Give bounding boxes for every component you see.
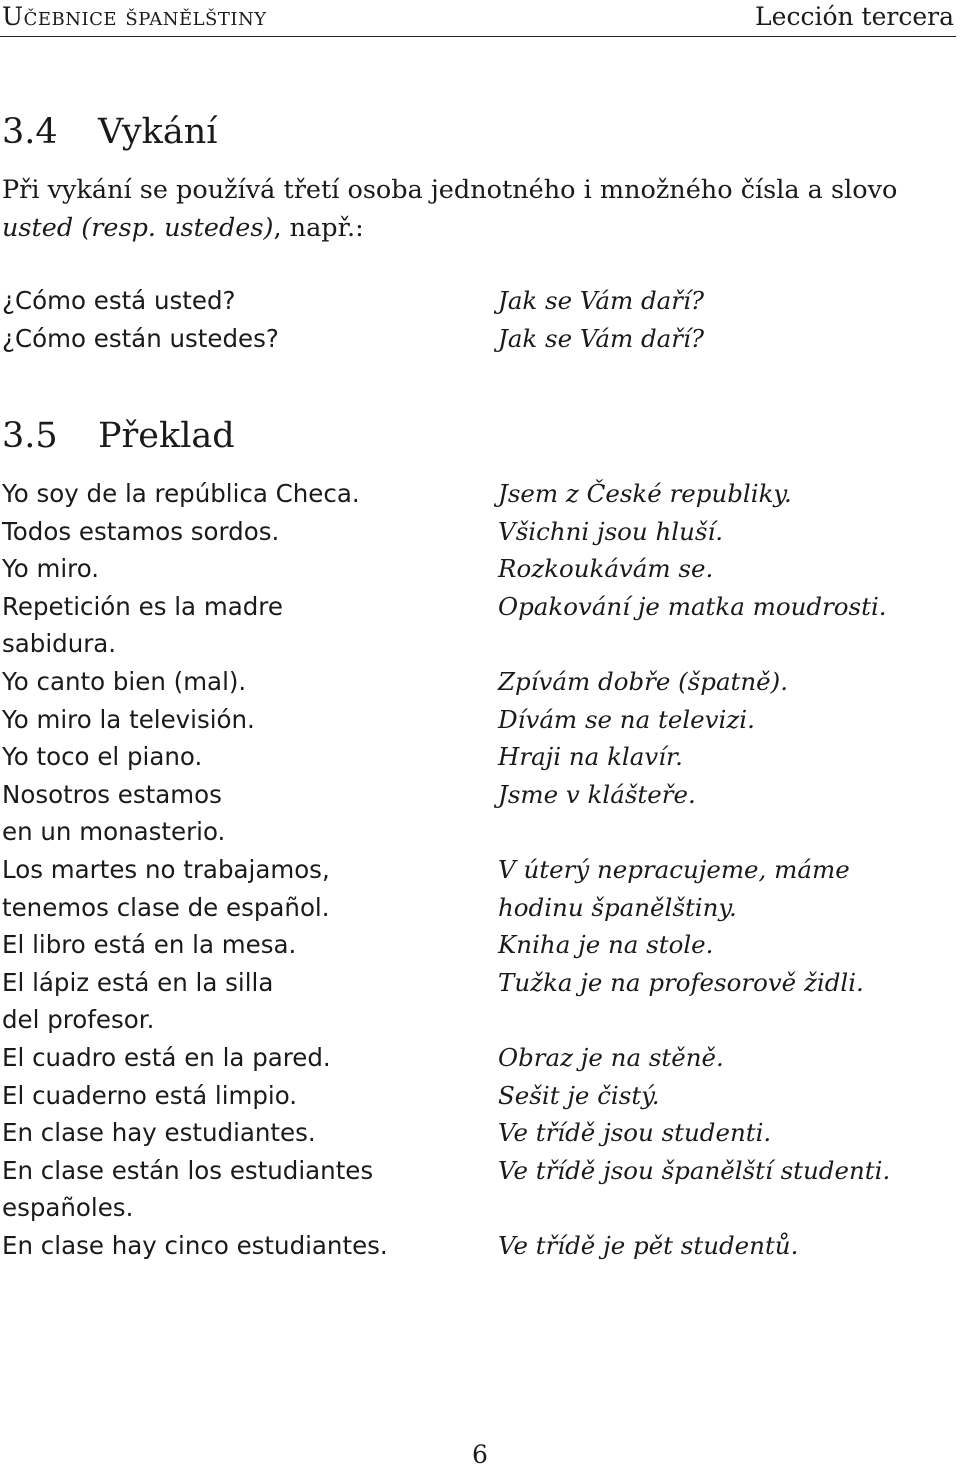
page-number: 6 [472,1440,488,1469]
translation-row [0,1152,960,1190]
spanish-sentence: Los martes no trabajamos, [2,855,330,884]
example-spanish: ¿Cómo está usted? [2,286,236,315]
intro-text-part2: , např.: [273,212,364,243]
czech-translation: Rozkoukávám se. [498,554,714,584]
translation-row [0,663,960,701]
translation-row [0,701,960,739]
spanish-sentence: El cuadro está en la pared. [2,1043,331,1072]
translation-row [0,475,960,513]
spanish-sentence: Yo soy de la república Checa. [2,479,360,508]
header-book-title: Učebnice španělštiny [2,2,267,31]
intro-text-part1: Při vykání se používá třetí osoba jednotného i množného čísla a slovo [2,175,898,205]
running-header [0,0,956,37]
translation-row [0,513,960,551]
czech-translation: Hraji na klavír. [498,742,683,772]
spanish-sentence: españoles. [2,1193,134,1223]
translation-row [0,588,960,626]
czech-translation: Tužka je na profesorově židli. [498,967,864,997]
czech-translation: Ve třídě jsou studenti. [498,1118,772,1148]
header-chapter-title: Lección tercera [755,2,954,31]
spanish-sentence: sabidura. [2,629,117,659]
czech-translation: Opakování je matka moudrosti. [498,591,887,621]
translation-row [0,625,960,663]
czech-translation: Ve třídě je pět studentů. [498,1231,799,1260]
czech-translation: Kniha je na stole. [498,930,714,960]
translation-row [0,738,960,776]
spanish-sentence: En clase están los estudiantes [2,1155,374,1185]
example-row [0,282,960,320]
czech-translation: Sešit je čistý. [498,1080,660,1110]
czech-translation: hodinu španělštiny. [498,892,737,922]
translation-row [0,964,960,1002]
spanish-sentence: Nosotros estamos [2,779,222,809]
example-spanish: ¿Cómo están ustedes? [2,324,279,353]
translation-row [0,1227,960,1265]
czech-translation: Všichni jsou hluší. [498,516,724,546]
spanish-sentence: tenemos clase de español. [2,892,330,922]
spanish-sentence: Yo canto bien (mal). [2,667,247,696]
translation-row [0,926,960,964]
czech-translation: V úterý nepracujeme, máme [498,855,850,884]
intro-paragraph [2,172,952,247]
example-czech: Jak se Vám daří? [498,286,704,315]
section-title: Překlad [98,416,235,456]
czech-translation: Ve třídě jsou španělští studenti. [498,1155,891,1185]
spanish-sentence: Todos estamos sordos. [2,516,280,546]
example-row [0,320,960,358]
spanish-sentence: Yo toco el piano. [2,742,203,772]
section-heading-3-4 [2,112,217,152]
translation-row [0,1039,960,1077]
translation-row [0,550,960,588]
czech-translation: Zpívám dobře (špatně). [498,667,789,696]
translation-row [0,1077,960,1115]
translation-row [0,776,960,814]
spanish-sentence: en un monasterio. [2,817,226,847]
section-heading-3-5 [2,416,235,456]
intro-text-italic: usted (resp. ustedes) [2,212,274,243]
section-title: Vykání [98,112,218,152]
spanish-sentence: El lápiz está en la silla [2,967,274,997]
spanish-sentence: Repetición es la madre [2,591,283,621]
spanish-sentence: del profesor. [2,1005,155,1035]
spanish-sentence: En clase hay estudiantes. [2,1118,316,1148]
czech-translation: Jsem z České republiky. [498,479,792,508]
translation-row [0,851,960,889]
translation-row [0,889,960,927]
czech-translation: Obraz je na stěně. [498,1043,724,1072]
czech-translation: Jsme v klášteře. [498,779,696,809]
spanish-sentence: El cuaderno está limpio. [2,1080,298,1110]
section-number: 3.4 [2,112,58,152]
czech-translation: Dívám se na televizi. [498,704,755,734]
example-czech: Jak se Vám daří? [498,324,704,353]
spanish-sentence: El libro está en la mesa. [2,930,297,960]
spanish-sentence: En clase hay cinco estudiantes. [2,1231,388,1260]
translation-row [0,1001,960,1039]
translation-row [0,1189,960,1227]
translation-row [0,1114,960,1152]
section-number: 3.5 [2,416,58,456]
spanish-sentence: Yo miro la televisión. [2,704,255,734]
spanish-sentence: Yo miro. [2,554,100,584]
translation-row [0,813,960,851]
